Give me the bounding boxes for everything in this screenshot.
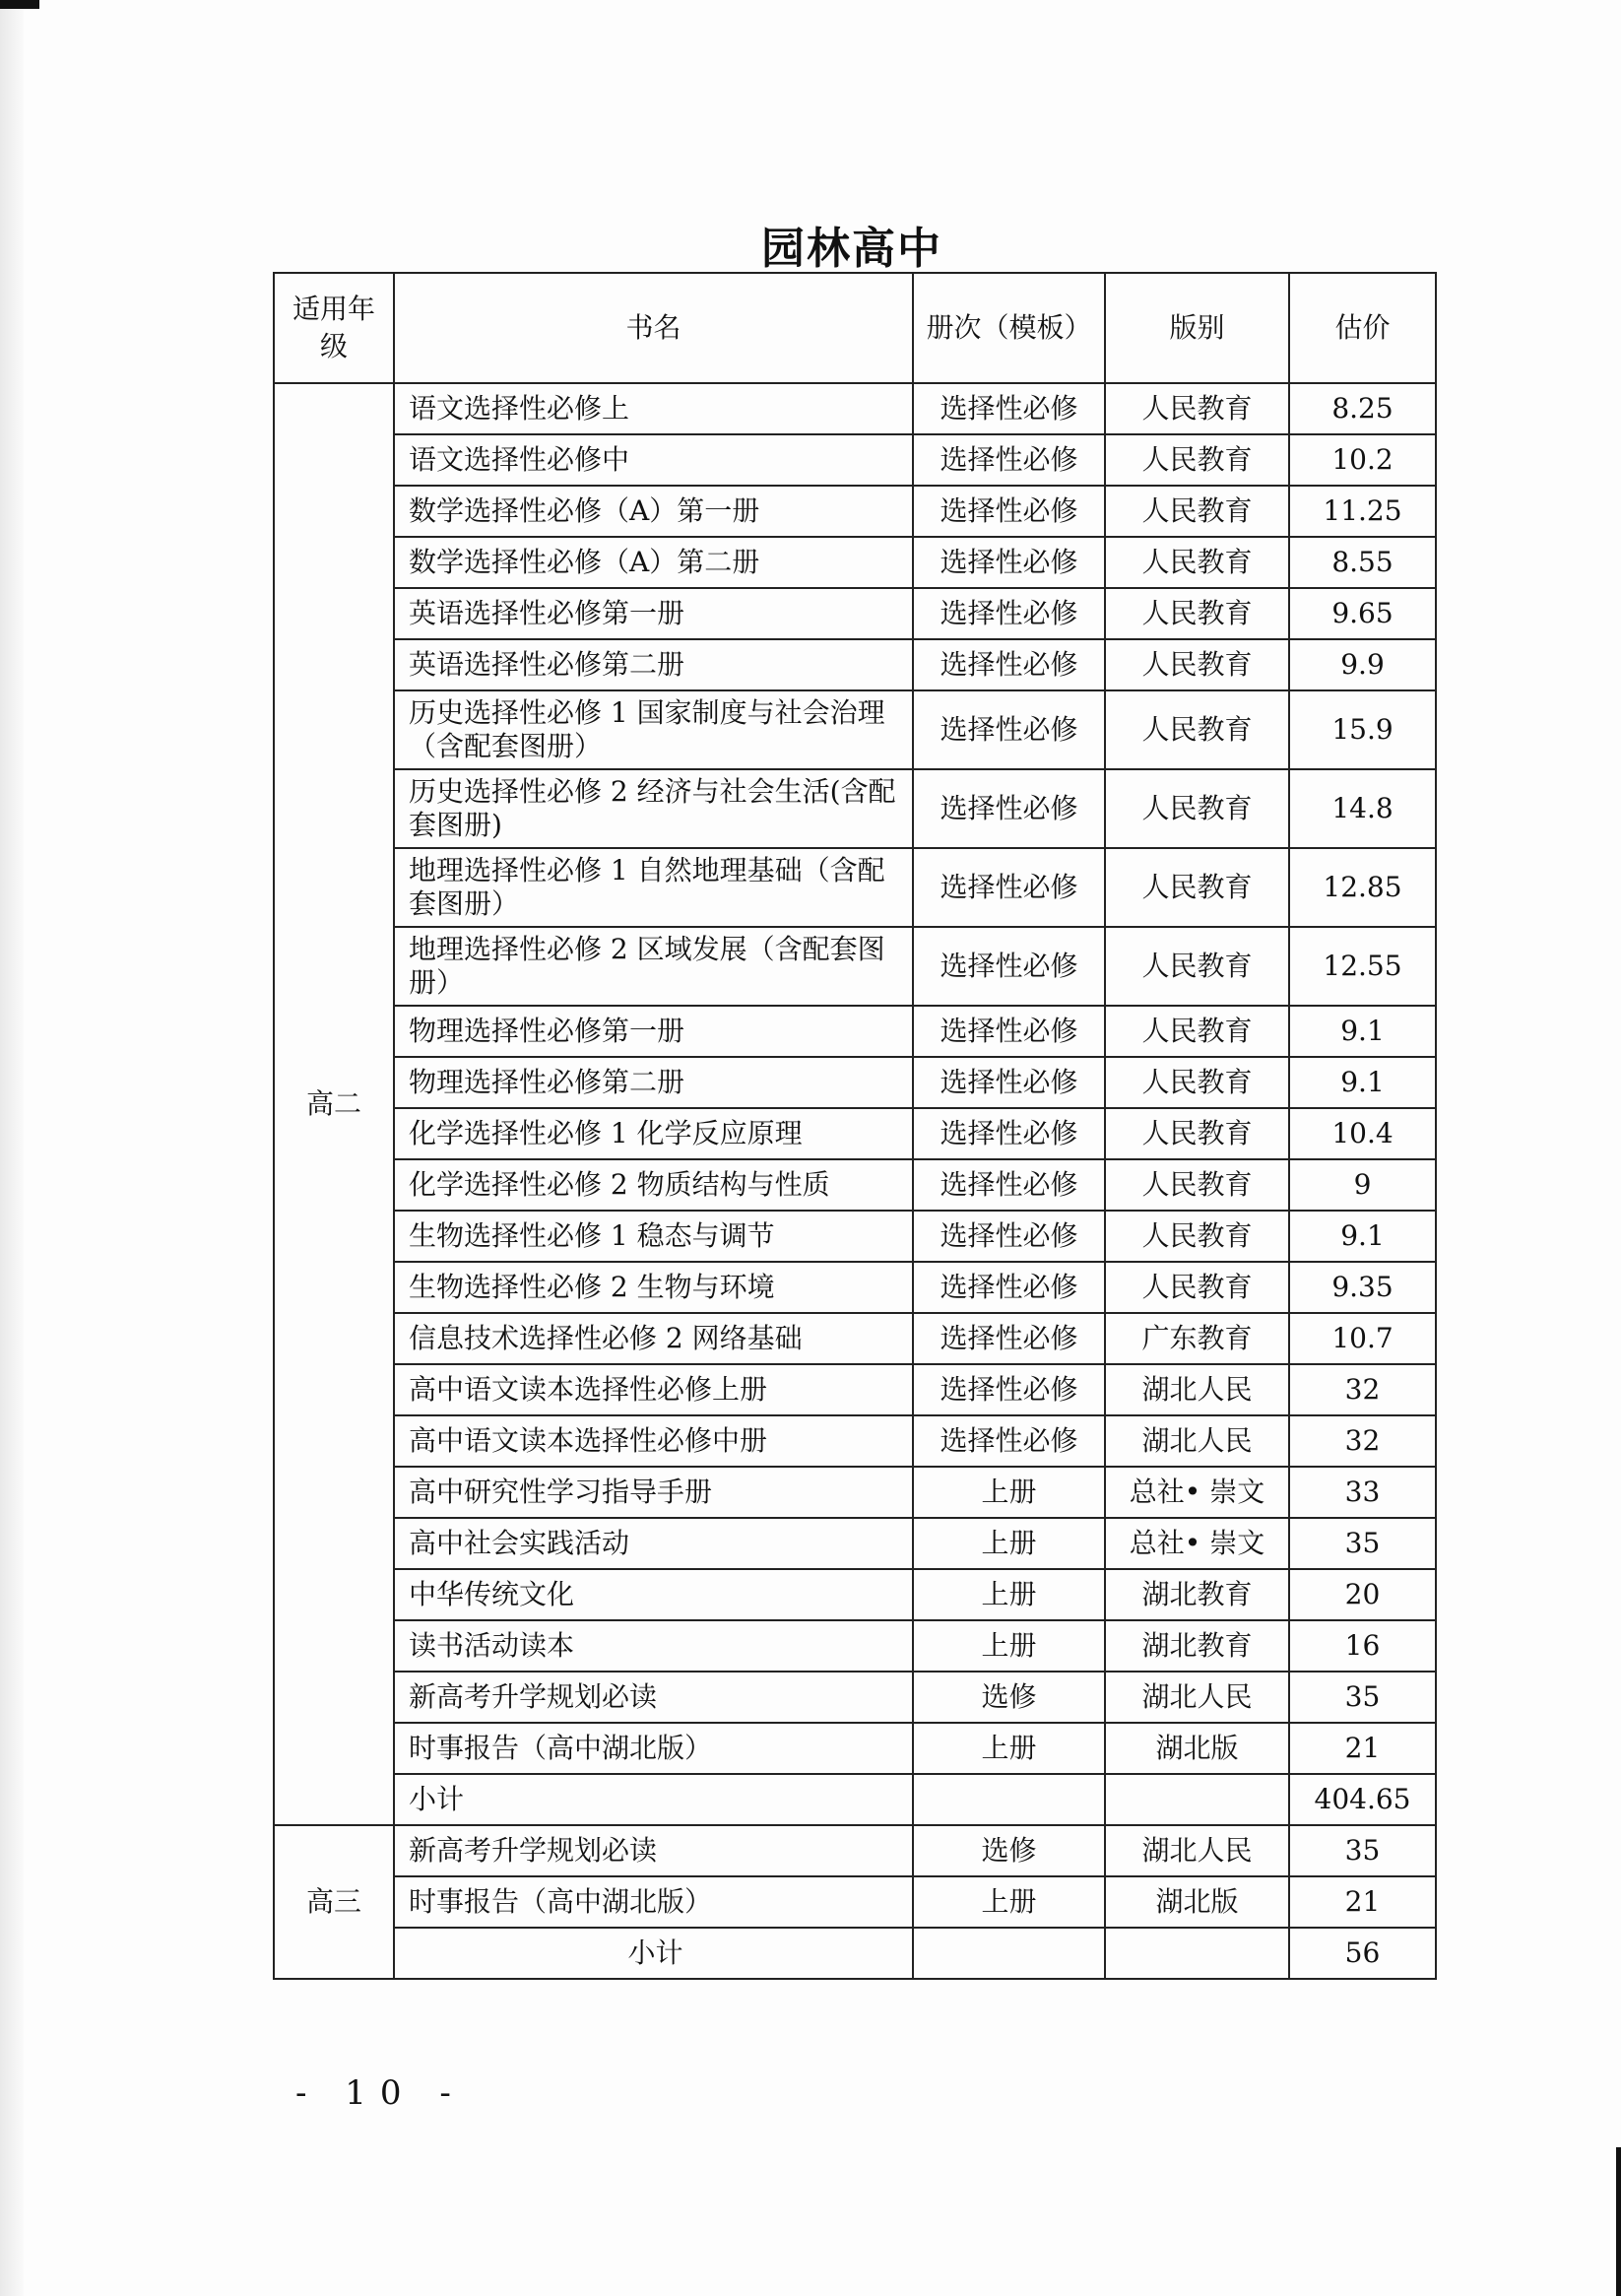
price-cell: 56	[1289, 1928, 1436, 1979]
publisher-cell: 人民教育	[1105, 1159, 1289, 1211]
textbook-table	[273, 272, 1435, 1980]
table-row	[274, 1569, 1436, 1620]
table-row	[274, 639, 1436, 690]
book-name-cell: 时事报告（高中湖北版）	[394, 1723, 913, 1774]
book-name-cell: 小计	[394, 1774, 913, 1825]
subtotal-row	[274, 1774, 1436, 1825]
table-row	[274, 1159, 1436, 1211]
grade-cell: 高三	[274, 1825, 394, 1979]
table-row	[274, 848, 1436, 927]
volume-cell: 选择性必修	[913, 383, 1105, 434]
publisher-cell: 人民教育	[1105, 769, 1289, 848]
scan-corner-mark	[0, 0, 39, 9]
price-cell: 10.2	[1289, 434, 1436, 486]
table-row	[274, 1364, 1436, 1415]
publisher-cell: 人民教育	[1105, 1006, 1289, 1057]
volume-cell: 上册	[913, 1723, 1105, 1774]
book-name-cell: 历史选择性必修 2 经济与社会生活(含配套图册)	[394, 769, 913, 848]
price-cell: 8.55	[1289, 537, 1436, 588]
book-name-cell: 物理选择性必修第二册	[394, 1057, 913, 1108]
publisher-cell: 人民教育	[1105, 383, 1289, 434]
price-cell: 16	[1289, 1620, 1436, 1672]
volume-cell: 选择性必修	[913, 1057, 1105, 1108]
volume-cell: 上册	[913, 1467, 1105, 1518]
table-row	[274, 769, 1436, 848]
publisher-cell: 人民教育	[1105, 537, 1289, 588]
price-cell: 20	[1289, 1569, 1436, 1620]
price-cell: 9.1	[1289, 1006, 1436, 1057]
volume-cell: 选择性必修	[913, 1262, 1105, 1313]
table-row	[274, 1723, 1436, 1774]
price-cell: 9.9	[1289, 639, 1436, 690]
publisher-cell: 湖北版	[1105, 1876, 1289, 1928]
price-cell: 32	[1289, 1415, 1436, 1467]
book-name-cell: 数学选择性必修（A）第二册	[394, 537, 913, 588]
volume-cell: 选择性必修	[913, 1415, 1105, 1467]
price-cell: 12.55	[1289, 927, 1436, 1006]
volume-cell: 上册	[913, 1569, 1105, 1620]
book-name-cell: 数学选择性必修（A）第一册	[394, 486, 913, 537]
publisher-cell: 人民教育	[1105, 848, 1289, 927]
publisher-cell: 人民教育	[1105, 486, 1289, 537]
price-cell: 12.85	[1289, 848, 1436, 927]
table-row	[274, 1057, 1436, 1108]
publisher-cell: 人民教育	[1105, 927, 1289, 1006]
volume-cell: 上册	[913, 1876, 1105, 1928]
table-row	[274, 1006, 1436, 1057]
publisher-cell: 湖北教育	[1105, 1620, 1289, 1672]
book-name-cell: 小计	[394, 1928, 913, 1979]
volume-cell: 选择性必修	[913, 588, 1105, 639]
volume-cell: 选修	[913, 1672, 1105, 1723]
book-name-cell: 历史选择性必修 1 国家制度与社会治理（含配套图册）	[394, 690, 913, 769]
header-price: 估价	[1289, 273, 1436, 383]
table-row	[274, 1620, 1436, 1672]
publisher-cell: 人民教育	[1105, 1057, 1289, 1108]
volume-cell: 选择性必修	[913, 690, 1105, 769]
book-name-cell: 地理选择性必修 2 区域发展（含配套图册）	[394, 927, 913, 1006]
publisher-cell: 广东教育	[1105, 1313, 1289, 1364]
book-name-cell: 物理选择性必修第一册	[394, 1006, 913, 1057]
volume-cell: 选择性必修	[913, 1313, 1105, 1364]
price-cell: 35	[1289, 1518, 1436, 1569]
page-number: - 10 -	[295, 2073, 465, 2113]
publisher-cell: 湖北人民	[1105, 1364, 1289, 1415]
book-name-cell: 信息技术选择性必修 2 网络基础	[394, 1313, 913, 1364]
header-publisher: 版别	[1105, 273, 1289, 383]
publisher-cell: 人民教育	[1105, 639, 1289, 690]
table-row	[274, 1825, 1436, 1876]
publisher-cell: 人民教育	[1105, 1211, 1289, 1262]
header-book-name: 书名	[394, 273, 913, 383]
price-cell: 9.35	[1289, 1262, 1436, 1313]
volume-cell: 选择性必修	[913, 848, 1105, 927]
book-name-cell: 读书活动读本	[394, 1620, 913, 1672]
book-name-cell: 英语选择性必修第二册	[394, 639, 913, 690]
table-row	[274, 1467, 1436, 1518]
page-edge	[0, 0, 24, 2296]
price-cell: 21	[1289, 1876, 1436, 1928]
price-cell: 14.8	[1289, 769, 1436, 848]
volume-cell: 选择性必修	[913, 1108, 1105, 1159]
book-name-cell: 时事报告（高中湖北版）	[394, 1876, 913, 1928]
publisher-cell: 人民教育	[1105, 1108, 1289, 1159]
table-row	[274, 1313, 1436, 1364]
publisher-cell: 人民教育	[1105, 588, 1289, 639]
volume-cell: 上册	[913, 1518, 1105, 1569]
book-name-cell: 高中语文读本选择性必修中册	[394, 1415, 913, 1467]
price-cell: 9.1	[1289, 1211, 1436, 1262]
publisher-cell	[1105, 1928, 1289, 1979]
table-header-row	[274, 273, 1436, 383]
publisher-cell: 湖北教育	[1105, 1569, 1289, 1620]
book-name-cell: 语文选择性必修中	[394, 434, 913, 486]
publisher-cell: 湖北人民	[1105, 1415, 1289, 1467]
scan-edge-mark	[1616, 2147, 1621, 2296]
table-row	[274, 383, 1436, 434]
volume-cell: 选择性必修	[913, 434, 1105, 486]
book-name-cell: 生物选择性必修 2 生物与环境	[394, 1262, 913, 1313]
book-name-cell: 英语选择性必修第一册	[394, 588, 913, 639]
price-cell: 9	[1289, 1159, 1436, 1211]
volume-cell	[913, 1774, 1105, 1825]
table-row	[274, 434, 1436, 486]
book-name-cell: 中华传统文化	[394, 1569, 913, 1620]
volume-cell: 选修	[913, 1825, 1105, 1876]
book-name-cell: 生物选择性必修 1 稳态与调节	[394, 1211, 913, 1262]
book-name-cell: 化学选择性必修 2 物质结构与性质	[394, 1159, 913, 1211]
price-cell: 32	[1289, 1364, 1436, 1415]
price-cell: 21	[1289, 1723, 1436, 1774]
table-row	[274, 690, 1436, 769]
publisher-cell: 总社• 崇文	[1105, 1518, 1289, 1569]
volume-cell: 选择性必修	[913, 927, 1105, 1006]
table-row	[274, 1262, 1436, 1313]
book-name-cell: 高中研究性学习指导手册	[394, 1467, 913, 1518]
publisher-cell: 总社• 崇文	[1105, 1467, 1289, 1518]
book-name-cell: 地理选择性必修 1 自然地理基础（含配套图册）	[394, 848, 913, 927]
volume-cell	[913, 1928, 1105, 1979]
table-row	[274, 588, 1436, 639]
grade-cell: 高二	[274, 383, 394, 1825]
publisher-cell	[1105, 1774, 1289, 1825]
publisher-cell: 人民教育	[1105, 434, 1289, 486]
volume-cell: 选择性必修	[913, 639, 1105, 690]
book-name-cell: 语文选择性必修上	[394, 383, 913, 434]
price-cell: 9.1	[1289, 1057, 1436, 1108]
header-grade: 适用年级	[274, 273, 394, 383]
table-row	[274, 1672, 1436, 1723]
volume-cell: 选择性必修	[913, 769, 1105, 848]
table-row	[274, 1211, 1436, 1262]
price-cell: 35	[1289, 1672, 1436, 1723]
volume-cell: 选择性必修	[913, 486, 1105, 537]
subtotal-row	[274, 1928, 1436, 1979]
volume-cell: 选择性必修	[913, 1364, 1105, 1415]
volume-cell: 选择性必修	[913, 1159, 1105, 1211]
table-row	[274, 1518, 1436, 1569]
table-row	[274, 927, 1436, 1006]
table-row	[274, 486, 1436, 537]
price-cell: 8.25	[1289, 383, 1436, 434]
publisher-cell: 人民教育	[1105, 1262, 1289, 1313]
price-cell: 15.9	[1289, 690, 1436, 769]
book-name-cell: 新高考升学规划必读	[394, 1672, 913, 1723]
table-row	[274, 537, 1436, 588]
price-cell: 33	[1289, 1467, 1436, 1518]
book-name-cell: 化学选择性必修 1 化学反应原理	[394, 1108, 913, 1159]
price-cell: 10.7	[1289, 1313, 1436, 1364]
price-cell: 35	[1289, 1825, 1436, 1876]
table-row	[274, 1876, 1436, 1928]
publisher-cell: 湖北人民	[1105, 1672, 1289, 1723]
price-cell: 9.65	[1289, 588, 1436, 639]
volume-cell: 选择性必修	[913, 1211, 1105, 1262]
header-volume: 册次（模板）	[913, 273, 1105, 383]
volume-cell: 上册	[913, 1620, 1105, 1672]
table-row	[274, 1108, 1436, 1159]
page-title: 园林高中	[761, 224, 942, 274]
book-name-cell: 高中社会实践活动	[394, 1518, 913, 1569]
price-cell: 404.65	[1289, 1774, 1436, 1825]
price-cell: 10.4	[1289, 1108, 1436, 1159]
publisher-cell: 湖北版	[1105, 1723, 1289, 1774]
table-row	[274, 1415, 1436, 1467]
price-cell: 11.25	[1289, 486, 1436, 537]
volume-cell: 选择性必修	[913, 1006, 1105, 1057]
volume-cell: 选择性必修	[913, 537, 1105, 588]
publisher-cell: 人民教育	[1105, 690, 1289, 769]
publisher-cell: 湖北人民	[1105, 1825, 1289, 1876]
book-name-cell: 新高考升学规划必读	[394, 1825, 913, 1876]
book-name-cell: 高中语文读本选择性必修上册	[394, 1364, 913, 1415]
